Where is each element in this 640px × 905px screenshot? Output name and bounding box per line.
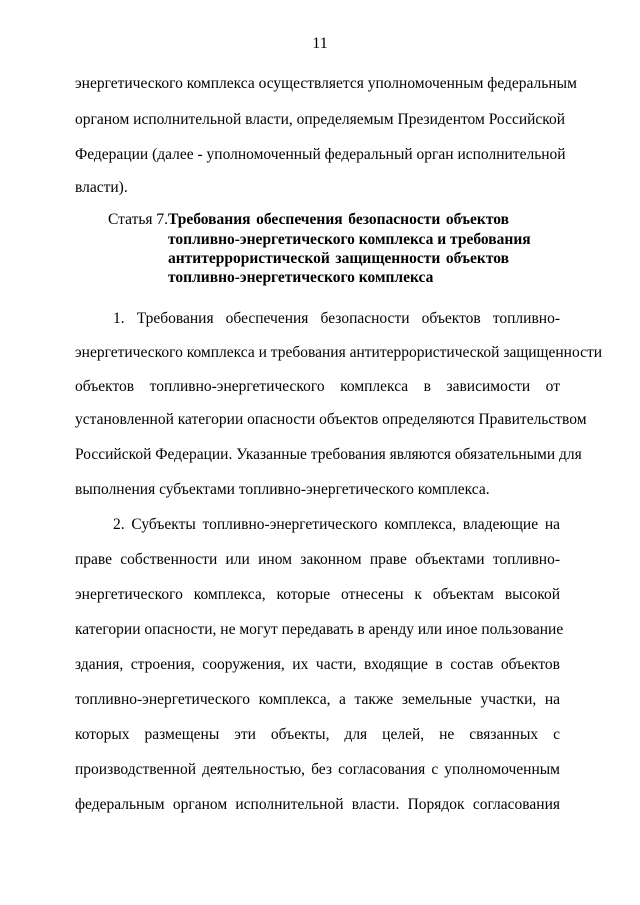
text-line: которых размещены эти объекты, для целей, не связанных с <box>75 726 560 743</box>
text-line: Российской Федерации. Указанные требования являются обязательными для <box>75 446 582 463</box>
article-title-line: топливно-энергетического комплекса и требования <box>168 231 531 248</box>
text-line: энергетического комплекса осуществляется уполномоченным федеральным <box>75 75 577 92</box>
text-line: топливно-энергетического комплекса, а также земельные участки, на <box>75 691 560 708</box>
article-title-line: Требования обеспечения безопасности объектов <box>168 211 509 228</box>
page-number: 11 <box>312 35 328 52</box>
text-line: энергетического комплекса и требования антитеррористической защищенности <box>75 344 603 361</box>
text-line: объектов топливно-энергетического комплекса в зависимости от <box>75 378 560 395</box>
text-line: Федерации (далее - уполномоченный федеральный орган исполнительной <box>75 146 566 163</box>
text-line: праве собственности или ином законном праве объектами топливно- <box>75 551 560 568</box>
text-line: категории опасности, не могут передавать в аренду или иное пользование <box>75 621 564 638</box>
text-line: производственной деятельностью, без согласования с уполномоченным <box>75 761 560 778</box>
article-label: Статья 7. <box>108 211 169 228</box>
text-line: установленной категории опасности объектов определяются Правительством <box>75 411 587 428</box>
text-line: органом исполнительной власти, определяемым Президентом Российской <box>75 111 566 128</box>
text-line: власти). <box>75 179 128 196</box>
text-line: здания, строения, сооружения, их части, входящие в состав объектов <box>75 656 560 673</box>
text-line: 1. Требования обеспечения безопасности объектов топливно- <box>113 310 560 327</box>
text-line: энергетического комплекса, которые отнесены к объектам высокой <box>75 586 560 603</box>
text-line: выполнения субъектами топливно-энергетического комплекса. <box>75 481 490 498</box>
text-line: федеральным органом исполнительной власти. Порядок согласования <box>75 796 560 813</box>
article-title-line: антитеррористической защищенности объектов <box>168 250 509 267</box>
text-line: 2. Субъекты топливно-энергетического комплекса, владеющие на <box>113 516 560 533</box>
article-title-line: топливно-энергетического комплекса <box>168 269 434 286</box>
